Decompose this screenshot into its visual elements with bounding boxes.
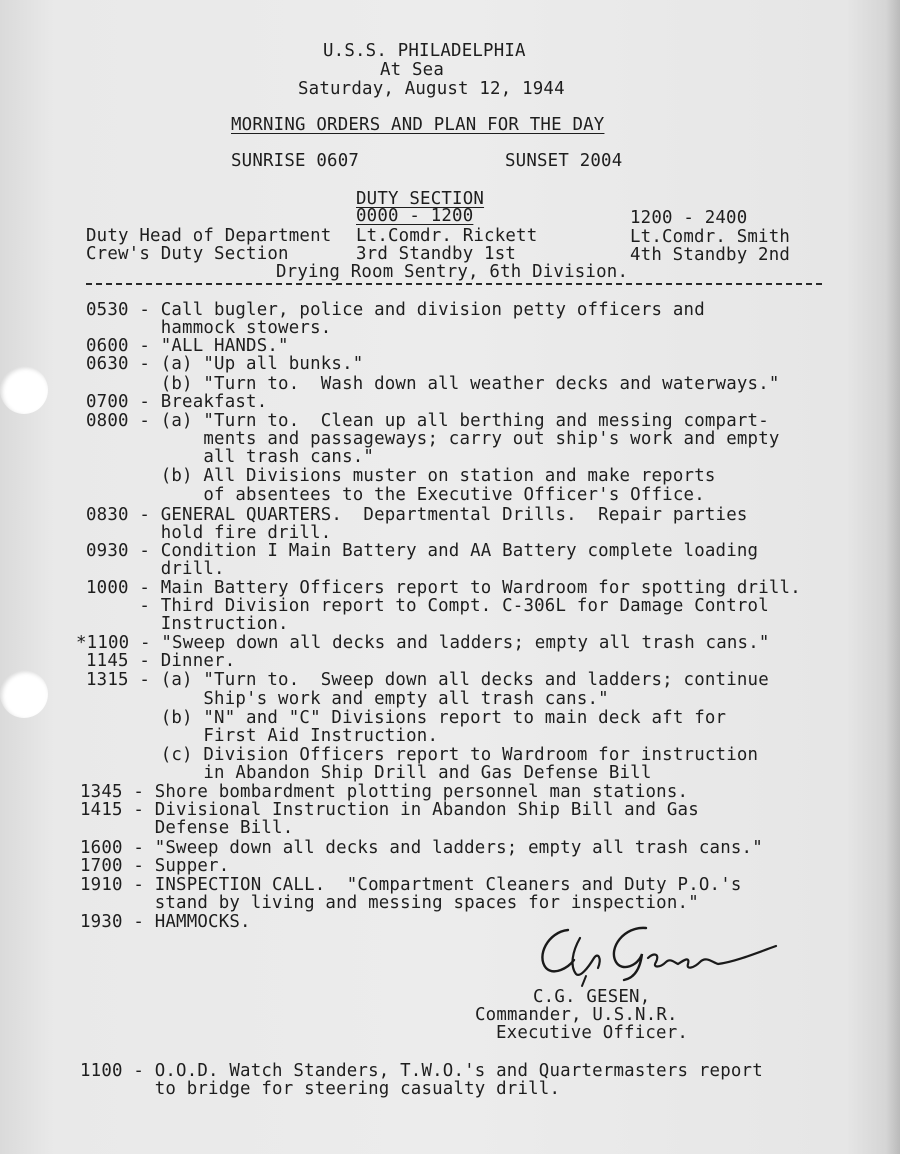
- schedule-line: Defense Bill.: [80, 818, 294, 838]
- footer-line: to bridge for steering casualty drill.: [80, 1079, 561, 1099]
- schedule-line: First Aid Instruction.: [86, 726, 439, 746]
- schedule-line: *1100 - "Sweep down all decks and ladders; empty all trash cans.": [76, 633, 770, 653]
- document-title: MORNING ORDERS AND PLAN FOR THE DAY: [231, 115, 605, 135]
- schedule-line: of absentees to the Executive Officer's Office.: [86, 485, 705, 505]
- schedule-line: 1600 - "Sweep down all decks and ladders; empty all trash cans.": [80, 838, 763, 858]
- schedule-line: in Abandon Ship Drill and Gas Defense Bill: [86, 763, 652, 783]
- duty-head-label: Duty Head of Department: [86, 226, 332, 246]
- duty-head-morning: Lt.Comdr. Rickett: [356, 226, 538, 246]
- schedule-line: 1345 - Shore bombardment plotting personnel man stations.: [80, 782, 689, 802]
- schedule-line: drill.: [86, 559, 225, 579]
- duty-period-morning: 0000 - 1200: [356, 206, 474, 226]
- ship-name: U.S.S. PHILADELPHIA: [323, 41, 526, 61]
- schedule-line: 1930 - HAMMOCKS.: [80, 912, 251, 932]
- punch-hole: [0, 670, 48, 718]
- duty-period-afternoon: 1200 - 2400: [630, 208, 748, 228]
- page-edge-shadow: [886, 0, 900, 1154]
- schedule-line: 0800 - (a) "Turn to. Clean up all berthing and messing compart-: [86, 411, 769, 431]
- schedule-line: hammock stowers.: [86, 318, 332, 338]
- schedule-line: 1910 - INSPECTION CALL. "Compartment Cleaners and Duty P.O.'s: [80, 875, 742, 895]
- schedule-line: 1700 - Supper.: [80, 856, 230, 876]
- schedule-line: 1145 - Dinner.: [86, 651, 236, 671]
- duty-section-heading: DUTY SECTION: [356, 189, 485, 209]
- crew-duty-afternoon: 4th Standby 2nd: [630, 245, 791, 265]
- schedule-line: all trash cans.": [86, 447, 375, 467]
- schedule-line: (c) Division Officers report to Wardroom for instruction: [86, 745, 759, 765]
- punch-hole: [0, 366, 48, 414]
- schedule-line: 1415 - Divisional Instruction in Abandon Ship Bill and Gas: [80, 800, 699, 820]
- duty-head-afternoon: Lt.Comdr. Smith: [630, 227, 791, 247]
- schedule-line: 1000 - Main Battery Officers report to Wardroom for spotting drill.: [86, 578, 801, 598]
- signatory-title: Executive Officer.: [496, 1023, 689, 1043]
- schedule-line: ments and passageways; carry out ship's work and empty: [86, 429, 780, 449]
- drying-room-sentry: Drying Room Sentry, 6th Division.: [276, 262, 629, 282]
- schedule-line: stand by living and messing spaces for inspection.": [80, 893, 699, 913]
- footer-line: 1100 - O.O.D. Watch Standers, T.W.O.'s and Quartermasters report: [80, 1061, 763, 1081]
- schedule-line: 1315 - (a) "Turn to. Sweep down all decks and ladders; continue: [86, 670, 769, 690]
- schedule-line: 0600 - "ALL HANDS.": [86, 336, 289, 356]
- schedule-line: - Third Division report to Compt. C-306L for Damage Control: [86, 596, 769, 616]
- schedule-line: 0700 - Breakfast.: [86, 392, 268, 412]
- date: Saturday, August 12, 1944: [298, 79, 565, 99]
- schedule-line: (b) All Divisions muster on station and make reports: [86, 466, 716, 486]
- schedule-line: (b) "Turn to. Wash down all weather decks and waterways.": [86, 374, 780, 394]
- crew-duty-morning: 3rd Standby 1st: [356, 244, 517, 264]
- schedule-line: hold fire drill.: [86, 523, 332, 543]
- sunset-time: SUNSET 2004: [505, 151, 623, 171]
- dashed-divider: [86, 283, 822, 285]
- schedule-line: 0930 - Condition I Main Battery and AA Battery complete loading: [86, 541, 759, 561]
- crew-duty-label: Crew's Duty Section: [86, 244, 289, 264]
- schedule-line: Ship's work and empty all trash cans.": [86, 689, 609, 709]
- schedule-line: 0830 - GENERAL QUARTERS. Departmental Drills. Repair parties: [86, 505, 748, 525]
- schedule-line: 0630 - (a) "Up all bunks.": [86, 354, 364, 374]
- signatory-name: C.G. GESEN,: [533, 987, 651, 1007]
- sunrise-time: SUNRISE 0607: [231, 151, 360, 171]
- location: At Sea: [380, 60, 445, 80]
- handwritten-signature: [528, 918, 788, 988]
- schedule-line: 0530 - Call bugler, police and division petty officers and: [86, 300, 705, 320]
- schedule-line: Instruction.: [86, 614, 289, 634]
- schedule-line: (b) "N" and "C" Divisions report to main deck aft for: [86, 708, 727, 728]
- signatory-rank: Commander, U.S.N.R.: [475, 1005, 678, 1025]
